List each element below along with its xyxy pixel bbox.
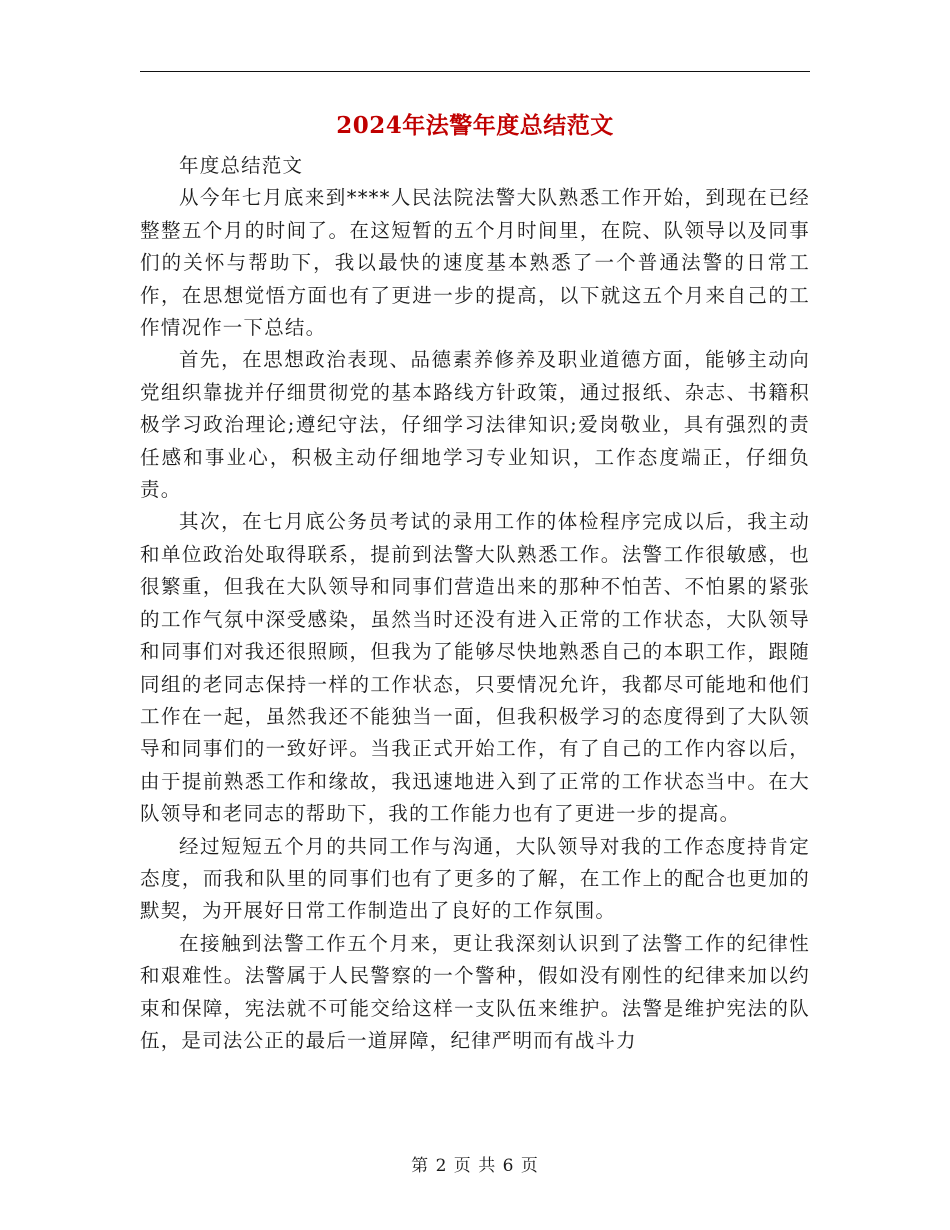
paragraph-second: 其次，在七月底公务员考试的录用工作的体检程序完成以后，我主动和单位政治处取得联系，提前到法警大队熟悉工作。法警工作很敏感，也很繁重，但我在大队领导和同事们营造出来的那种不怕苦、不怕累的紧张的工作气氛中深受感染，虽然当时还没有进入正常的工作状态，大队领导和同事们对我还很照顾，但我为了能够尽快地熟悉自己的本职工作，跟随同组的老同志保持一样的工作状态，只要情况允许，我都尽可能地和他们工作在一起，虽然我还不能独当一面，但我积极学习的态度得到了大队领导和同事们的一致好评。当我正式开始工作，有了自己的工作内容以后，由于提前熟悉工作和缘故，我迅速地进入到了正常的工作状态当中。在大队领导和老同志的帮助下，我的工作能力也有了更进一步的提高。 [140,510,810,826]
paragraph-subtitle: 年度总结范文 [179,154,304,177]
document-body [140,150,810,1057]
paragraph-intro: 从今年七月底来到****人民法院法警大队熟悉工作开始，到现在已经整整五个月的时间了。在这短暂的五个月时间里，在院、队领导以及同事们的关怀与帮助下，我以最快的速度基本熟悉了一个普通法警的日常工作，在思想觉悟方面也有了更进一步的提高，以下就这五个月来自己的工作情况作一下总结。 [140,186,810,340]
document-title: 2024年法警年度总结范文 [336,112,614,139]
paragraph-fourth: 在接触到法警工作五个月来，更让我深刻认识到了法警工作的纪律性和艰难性。法警属于人民警察的一个警种，假如没有刚性的纪律来加以约束和保障，宪法就不可能交给这样一支队伍来维护。法警是维护宪法的队伍，是司法公正的最后一道屏障，纪律严明而有战斗力 [140,931,810,1052]
header-rule [140,71,810,72]
page-footer: 第 2 页 共 6 页 [411,1156,539,1176]
paragraph-third: 经过短短五个月的共同工作与沟通，大队领导对我的工作态度持肯定态度，而我和队里的同事们也有了更多的了解，在工作上的配合也更加的默契，为开展好日常工作制造出了良好的工作氛围。 [140,834,810,923]
paragraph-first: 首先，在思想政治表现、品德素养修养及职业道德方面，能够主动向党组织靠拢并仔细贯彻党的基本路线方针政策，通过报纸、杂志、书籍积极学习政治理论;遵纪守法，仔细学习法律知识;爱岗敬业，具有强烈的责任感和事业心，积极主动仔细地学习专业知识，工作态度端正，仔细负责。 [140,348,810,502]
